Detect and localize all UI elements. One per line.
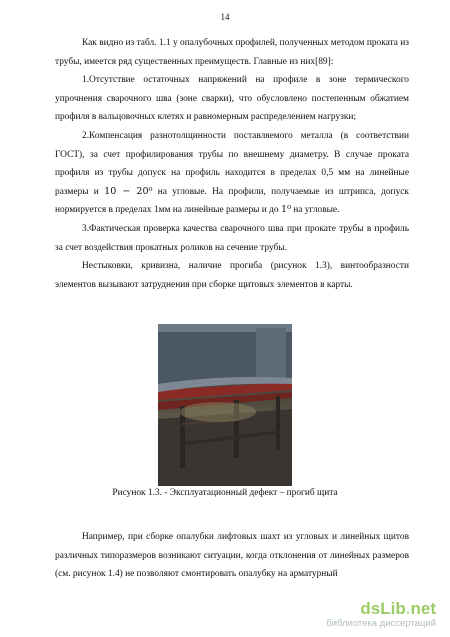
- figure-photo-panel-deflection: [158, 324, 292, 486]
- paragraph-item-2: [55, 127, 409, 220]
- page-number: 14: [220, 12, 230, 22]
- paragraph-example: Например, при сборке опалубки лифтовых шахт из угловых и линейных щитов различных типоразмеров возникают ситуации, когда отклонения от линейных размеров (см. рисунок 1.4) не позволяют смонтировать опалубку на арматурный: [55, 532, 409, 580]
- paragraph-intro: Как видно из табл. 1.1 у опалубочных профилей, полученных методом проката из трубы, имеется ряд существенных преимуществ. Главные из них[89]:: [55, 38, 409, 67]
- math-tolerance-range: 10 − 20⁰: [104, 185, 153, 197]
- figure-caption: Рисунок 1.3. - Эксплуатационный дефект – прогиб щита: [112, 488, 338, 498]
- math-tolerance-degree: 1⁰: [280, 204, 291, 216]
- paragraph-defects: Нестыковки, кривизна, наличие прогиба (рисунок 1.3), винтообразности элементов вызывают затруднения при сборке щитовых элементов в карты.: [55, 261, 409, 290]
- paragraph-item-2-part1: 2.Компенсация разнотолщинности поставляемого металла (в соответствии ГОСТ), за счет профилирования трубы по внешнему диаметру. В случае проката профиля из трубы допуск на профиль находится в пределах 0,5 мм на линейные размеры и: [55, 130, 409, 197]
- watermark-logo: [326, 600, 436, 618]
- watermark-logo-tld: net: [410, 599, 436, 618]
- watermark-logo-main: dsLib: [360, 599, 406, 618]
- paragraph-item-1: 1.Отсутствие остаточных напряжений на профиле в зоне термического упрочнения сварочного шва (зоне сварки), что обусловлено постепенным обжатием профиля в вальцовочных клетях и равномерным распределением нагрузки;: [55, 75, 409, 123]
- body-text-top: [55, 34, 409, 294]
- paragraph-item-3: 3.Фактическая проверка качества сварочного шва при прокате трубы в профиль за счет воздействия прокатных роликов на сечение трубы.: [55, 223, 409, 253]
- watermark-subtitle: библиотека диссертаций: [326, 618, 436, 629]
- body-text-bottom: [55, 528, 409, 584]
- watermark-logo-dot: .: [405, 599, 411, 618]
- watermark: [326, 600, 436, 629]
- paragraph-item-2-part3: на угловые.: [293, 205, 340, 216]
- paragraph-item-2-part2: на угловые. На профили, получаемые из штрипса, допуск нормируется в пределах 1мм на линейные размеры и до: [55, 186, 409, 216]
